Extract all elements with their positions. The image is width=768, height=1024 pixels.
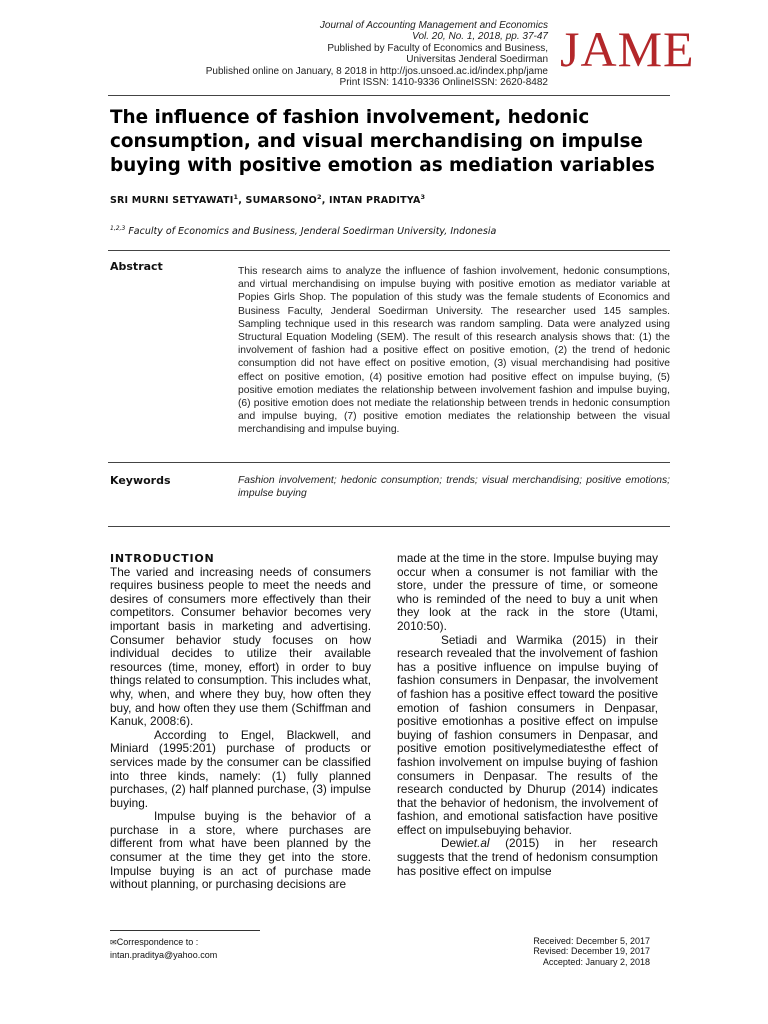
body-column-left <box>110 552 371 892</box>
journal-online: Published online on January, 8 2018 in http://jos.unsoed.ac.id/index.php/jame <box>205 65 548 77</box>
introduction-heading: INTRODUCTION <box>110 552 215 565</box>
affiliation-text: Faculty of Economics and Business, Jenderal Soedirman University, Indonesia <box>128 226 497 238</box>
body-paragraph: According to Engel, Blackwell, and Miniard (1995:201) purchase of products or services made by the consumer can be classified into three kinds, namely: (1) fully planned purchases, (2) half planned purchase, (3) impulse buying. <box>110 727 371 810</box>
journal-publisher: Published by Faculty of Economics and Business, <box>327 42 548 54</box>
paper-title: The influence of fashion involvement, hedonic consumption, and visual merchandising on impulse buying with positive emotion as mediation variables <box>110 107 655 176</box>
keywords-bottom-divider <box>108 526 670 527</box>
journal-name: Journal of Accounting Management and Economics <box>319 20 548 31</box>
citation-author: Dewi <box>441 836 468 851</box>
body-paragraph: The varied and increasing needs of consumers requires business people to meet the needs and desires of consumers more effectively than their competitors. Consumer behavior becomes very important basis in marketing and advertising. Consumer behavior study focuses on how individual decides to utilize their available resources (time, money, effort) in order to buy things related to consumption. This includes what, why, when, and where they buy, how often they buy, and how often they use them (Schiffman and Kanuk, 2008:6). <box>110 564 371 729</box>
author-name: SRI MURNI SETYAWATI <box>110 195 234 207</box>
body-paragraph: Impulse buying is the behavior of a purchase in a store, where purchases are different from what have been planned by the consumer at the time they get into the store. Impulse buying is an act of purchase made without planning, or purchasing decisions are <box>110 809 371 892</box>
keywords-label: Keywords <box>110 474 171 487</box>
accepted-date: Accepted: January 2, 2018 <box>542 956 650 967</box>
journal-issn: Print ISSN: 1410-9336 OnlineISSN: 2620-8482 <box>339 77 548 89</box>
header-divider <box>108 95 670 96</box>
abstract-text: This research aims to analyze the influence of fashion involvement, hedonic consumptions, and virtual merchandising on impulse buying with positive emotion as mediator variable at Popies Girls Shop. The population of this study was the female students of Economics and Business Faculty, Jenderal Soedirman University. The researcher used 145 samples. Sampling technique used in this research was random sampling. Data were analyzed using Structural Equation Modeling (SEM). The result of this research analysis shows that: (1) the involvement of fashion had a positive effect on positive emotion, (2) the trend of hedonic consumption did not have effect on positive emotion, (3) visual merchandising had positive effect on positive emotion, (4) positive emotion had positive effect on impulse buying, (5) positive emotion mediates the relationship between involvement fashion and impulse buying, (6) positive emotion does not mediate the relationship between trends in hedonic consumption and impulse buying, (7) positive emotion mediates the relationship between the visual merchandising and impulse buying. <box>238 266 670 436</box>
author-list <box>110 193 425 206</box>
affiliation-mark: 1,2,3 <box>110 225 126 232</box>
author-name: SUMARSONO <box>245 195 317 207</box>
body-paragraph <box>397 837 658 878</box>
received-date: Received: December 5, 2017 <box>533 936 650 946</box>
body-column-right <box>397 552 658 878</box>
author-affiliation-mark: 1 <box>233 193 239 201</box>
body-paragraph: made at the time in the store. Impulse buying may occur when a consumer is not familiar with the store, under the pressure of time, or someone who is reminded of the need to buy a unit when they look at the rack in the store (Utami, 2010:50). <box>397 551 658 633</box>
journal-header <box>206 20 548 88</box>
author-separator: , <box>321 195 330 207</box>
correspondence-email: intan.praditya@yahoo.com <box>110 950 218 960</box>
journal-university: Universitas Jenderal Soedirman <box>406 54 548 66</box>
author-separator: , <box>238 195 246 207</box>
correspondence-footnote <box>110 936 217 961</box>
revised-date: Revised: December 19, 2017 <box>533 946 650 957</box>
citation-rest: (2015) in her research suggests that the trend of hedonism consumption has positive effect on impulse <box>397 836 658 878</box>
jame-logo: JAME <box>560 21 695 77</box>
journal-volume: Vol. 20, No. 1, 2018, pp. 37-47 <box>412 31 548 43</box>
keywords-top-divider <box>108 462 670 463</box>
affiliation <box>110 225 496 237</box>
author-affiliation-mark: 3 <box>420 193 426 201</box>
author-affiliation-mark: 2 <box>316 193 322 201</box>
submission-dates <box>533 936 650 967</box>
abstract-top-divider <box>108 250 670 251</box>
keywords-text: Fashion involvement; hedonic consumption; trends; visual merchandising; positive emotions; impulse buying <box>238 475 670 500</box>
author-name: INTAN PRADITYA <box>329 195 421 207</box>
citation-etal: et.al <box>467 836 490 851</box>
correspondence-label: Correspondence to : <box>116 937 199 947</box>
envelope-icon: ✉ <box>110 938 117 947</box>
body-paragraph: Setiadi and Warmika (2015) in their research revealed that the involvement of fashion has a positive influence on impulse buying of fashion consumers in Denpasar, the involvement of fashion has a positive effect toward the positive emotion of fashion consumers in Denpasar, positive emotionhas a positive effect on impulse buying of fashion consumers in Denpasar, and positive emotion positivelymediatesthe effect of fashion involvement on impulse buying of fashion consumers in Denpasar. The results of the research conducted by Dhurup (2014) indicates that the behavior of hedonism, the involvement of fashion, and emotional satisfaction have positive effect on impulsebuying behavior. <box>397 632 658 837</box>
abstract-label: Abstract <box>110 260 163 273</box>
footnote-divider <box>110 930 260 931</box>
